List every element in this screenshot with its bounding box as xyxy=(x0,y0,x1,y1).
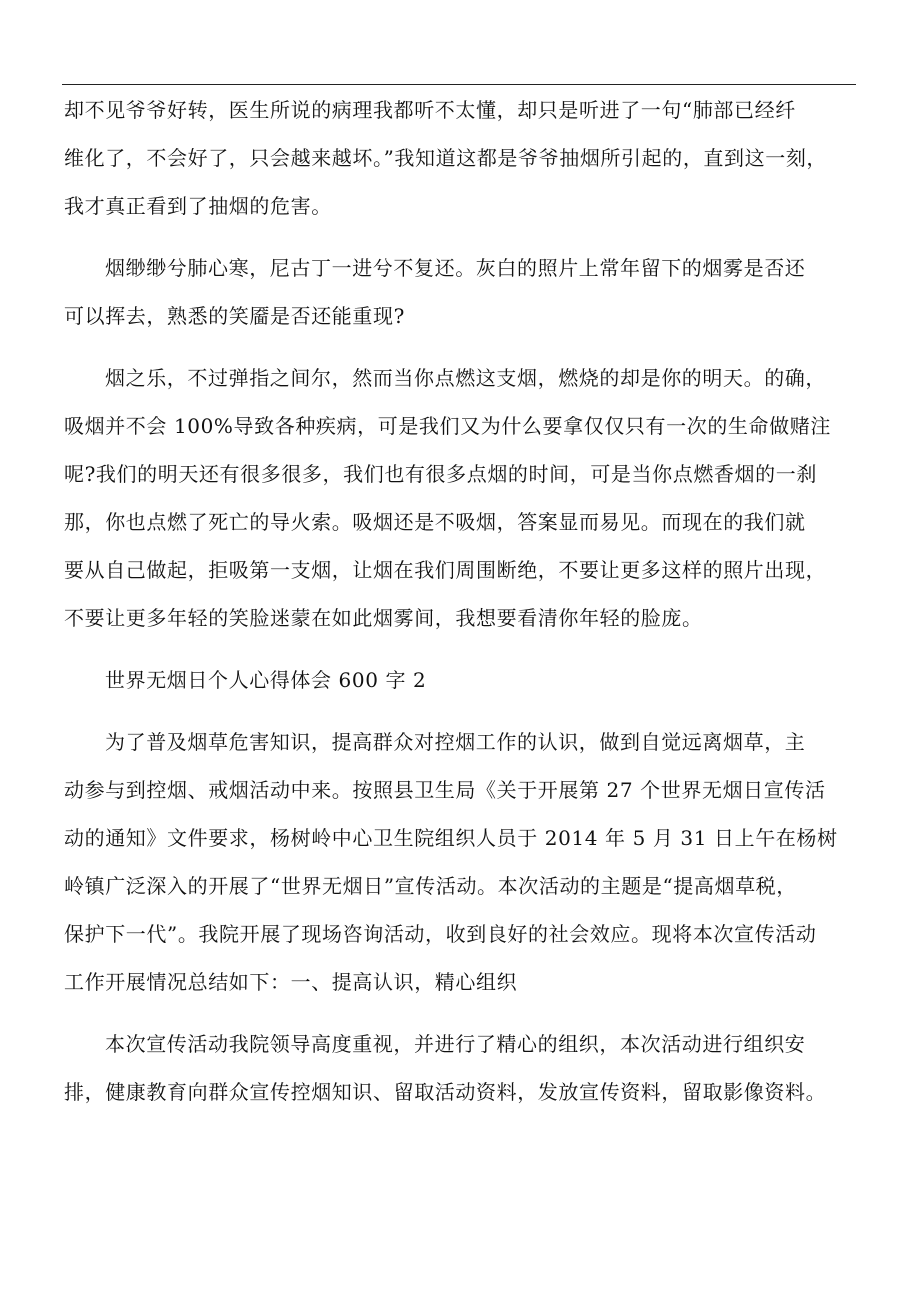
body-text xyxy=(64,86,854,1116)
paragraph-line: 却不见爷爷好转，医生所说的病理我都听不太懂，却只是听进了一句“肺部已经纤 xyxy=(64,98,796,122)
paragraph-line: 烟之乐，不过弹指之间尔，然而当你点燃这支烟，燃烧的却是你的明天。的确， xyxy=(105,366,826,390)
paragraph-line: 那，你也点燃了死亡的导火索。吸烟还是不吸烟，答案显而易见。而现在的我们就 xyxy=(64,510,806,534)
paragraph-line: 工作开展情况总结如下：一、提高认识，精心组织 xyxy=(64,970,518,994)
paragraph-line: 动的通知》文件要求，杨树岭中心卫生院组织人员于 2014 年 5 月 31 日上午在杨树 xyxy=(64,826,838,850)
paragraph-line: 吸烟并不会 100%导致各种疾病，可是我们又为什么要拿仅仅只有一次的生命做赌注 xyxy=(64,414,831,438)
paragraph-line: 我才真正看到了抽烟的危害。 xyxy=(64,194,332,218)
paragraph-line: 为了普及烟草危害知识，提高群众对控烟工作的认识，做到自觉远离烟草，主 xyxy=(105,730,806,754)
paragraph-line: 岭镇广泛深入的开展了“世界无烟日”宣传活动。本次活动的主题是“提高烟草税， xyxy=(64,874,797,898)
paragraph-line: 可以挥去，熟悉的笑靥是否还能重现? xyxy=(64,304,405,328)
paragraph-line: 烟缈缈兮肺心寒，尼古丁一进兮不复还。灰白的照片上常年留下的烟雾是否还 xyxy=(105,256,806,280)
paragraph-line: 要从自己做起，拒吸第一支烟，让烟在我们周围断绝，不要让更多这样的照片出现， xyxy=(64,558,827,582)
section-heading: 世界无烟日个人心得体会 600 字 2 xyxy=(105,668,427,692)
paragraph-line: 维化了，不会好了，只会越来越坏。”我知道这都是爷爷抽烟所引起的，直到这一刻， xyxy=(64,146,828,170)
paragraph-line: 排，健康教育向群众宣传控烟知识、留取活动资料，发放宣传资料，留取影像资料。 xyxy=(64,1080,827,1104)
paragraph-line: 呢?我们的明天还有很多很多，我们也有很多点烟的时间，可是当你点燃香烟的一刹 xyxy=(64,462,817,486)
header-rule xyxy=(62,84,856,85)
paragraph-line: 本次宣传活动我院领导高度重视，并进行了精心的组织，本次活动进行组织安 xyxy=(105,1032,806,1056)
paragraph-line: 不要让更多年轻的笑脸迷蒙在如此烟雾间，我想要看清你年轻的脸庞。 xyxy=(64,606,703,630)
paragraph-line: 动参与到控烟、戒烟活动中来。按照县卫生局《关于开展第 27 个世界无烟日宣传活 xyxy=(64,778,826,802)
paragraph-line: 保护下一代”。我院开展了现场咨询活动，收到良好的社会效应。现将本次宣传活动 xyxy=(64,922,817,946)
